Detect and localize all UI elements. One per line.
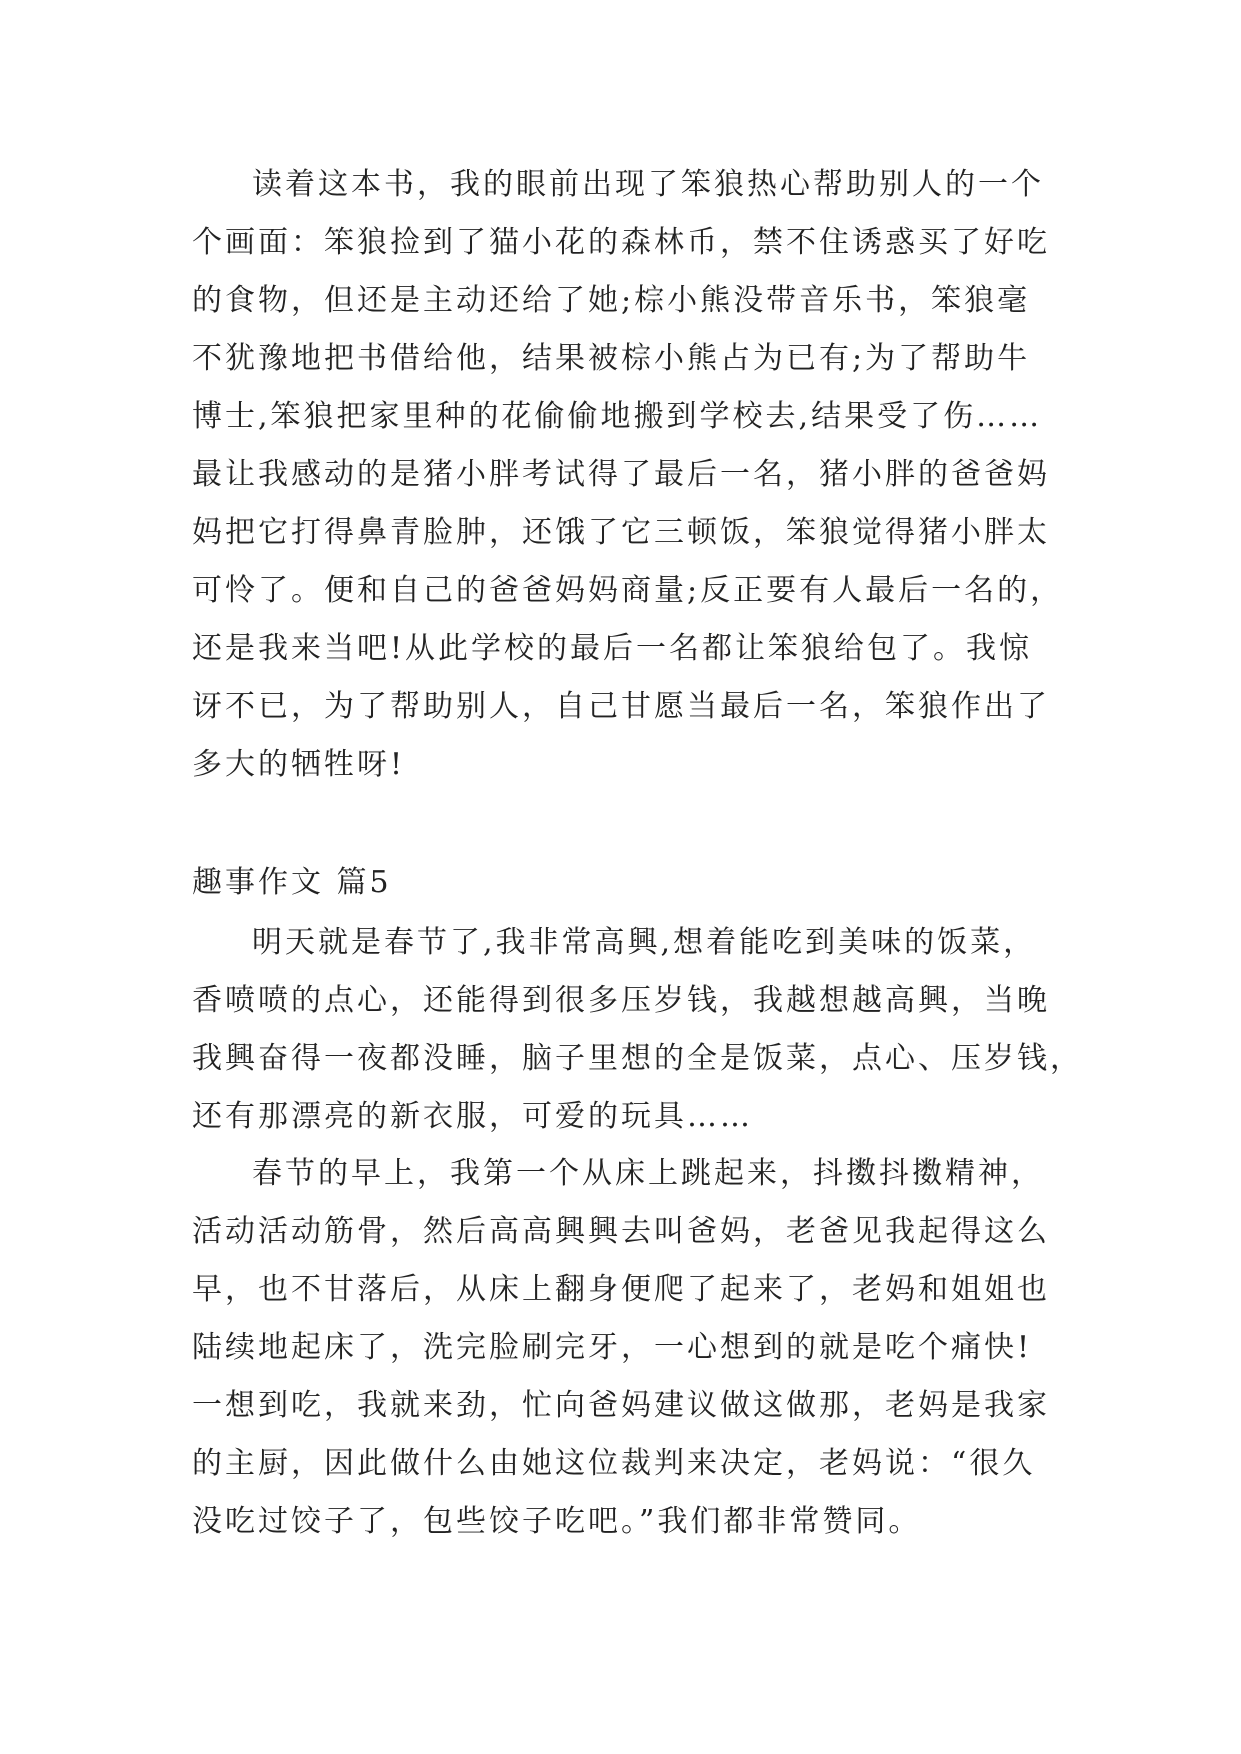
- paragraph-line: 没吃过饺子了，包些饺子吃吧。”我们都非常赞同。: [192, 1504, 922, 1539]
- paragraph-line: 读着这本书，我的眼前出现了笨狼热心帮助别人的一个: [252, 167, 1044, 202]
- paragraph-line: 的主厨，因此做什么由她这位裁判来决定，老妈说：“很久: [192, 1446, 1036, 1481]
- paragraph-line: 我興奋得一夜都没睡，脑子里想的全是饭菜，点心、压岁钱，: [192, 1041, 1083, 1076]
- paragraph-line: 最让我感动的是猪小胖考试得了最后一名，猪小胖的爸爸妈: [192, 457, 1050, 492]
- paragraph-line: 个画面：笨狼捡到了猫小花的森林币，禁不住诱惑买了好吃: [192, 225, 1050, 260]
- paragraph-line: 多大的牺牲呀!: [192, 747, 406, 782]
- paragraph-line: 陆续地起床了，洗完脸刷完牙，一心想到的就是吃个痛快!: [192, 1330, 1033, 1365]
- section-heading-text: 趣事作文 篇5: [192, 865, 392, 900]
- paragraph-line: 还是我来当吧!从此学校的最后一名都让笨狼给包了。我惊: [192, 631, 1033, 666]
- paragraph-line: 明天就是春节了,我非常高興,想着能吃到美味的饭菜，: [252, 925, 1037, 960]
- paragraph-line: 可怜了。便和自己的爸爸妈妈商量;反正要有人最后一名的，: [192, 573, 1064, 608]
- paragraph-line: 还有那漂亮的新衣服，可爱的玩具……: [192, 1099, 753, 1134]
- paragraph-line: 讶不已，为了帮助别人，自己甘愿当最后一名，笨狼作出了: [192, 689, 1050, 724]
- paragraph-line: 一想到吃，我就来劲，忙向爸妈建议做这做那，老妈是我家: [192, 1388, 1050, 1423]
- paragraph-line: 的食物，但还是主动还给了她;棕小熊没带音乐书，笨狼毫: [192, 283, 1031, 318]
- paragraph-3: [192, 1145, 1072, 1551]
- paragraph-line: 香喷喷的点心，还能得到很多压岁钱，我越想越高興，当晚: [192, 983, 1050, 1018]
- paragraph-line: 活动活动筋骨，然后高高興興去叫爸妈，老爸见我起得这么: [192, 1214, 1050, 1249]
- section-heading: [192, 854, 1072, 912]
- paragraph-line: 春节的早上，我第一个从床上跳起来，抖擞抖擞精神，: [252, 1156, 1044, 1191]
- paragraph-line: 妈把它打得鼻青脸肿，还饿了它三顿饭，笨狼觉得猪小胖太: [192, 515, 1050, 550]
- paragraph-line: 早，也不甘落后，从床上翻身便爬了起来了，老妈和姐姐也: [192, 1272, 1050, 1307]
- paragraph-1: [192, 156, 1072, 794]
- paragraph-line: 不犹豫地把书借给他，结果被棕小熊占为已有;为了帮助牛: [192, 341, 1031, 376]
- paragraph-2: [192, 914, 1083, 1146]
- paragraph-line: 博士,笨狼把家里种的花偷偷地搬到学校去,结果受了伤……: [192, 399, 1043, 434]
